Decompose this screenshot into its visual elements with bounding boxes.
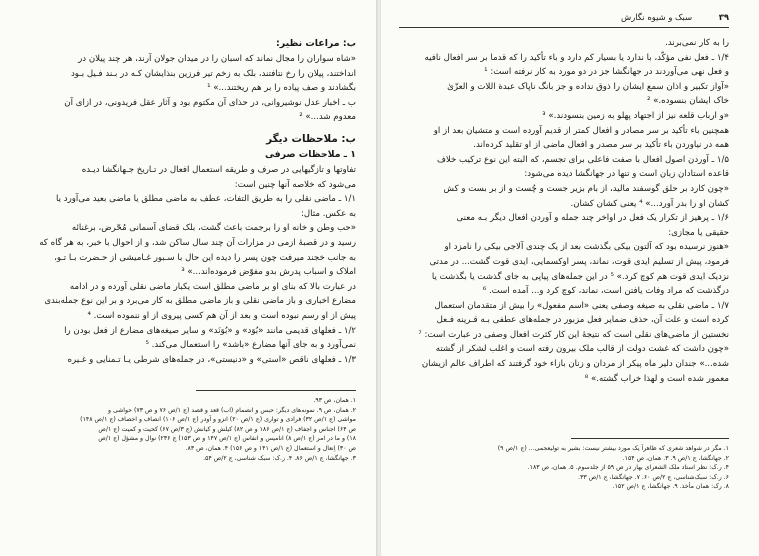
right-footnote: ۶. ر.ک: سبک‌شناسی، ج ۲/ص ۶۰. ۷. جهانگشا، ج ۱/ص ۳۳.	[578, 473, 729, 481]
right-text-line: معمور شده است و لهذا خراب گشته.» ⁸	[584, 373, 729, 384]
right-text-line: «و ارباب قلعه نیز از اجتهاد پهلو به زمین بنسودند.» ³	[542, 110, 729, 121]
left-text-line: ۱/۲ ـ فعلهای قدیمی مانند «بُوَد» و «بُوَنَد» و سایر صیغه‌های مضارع از فعل بودن را	[64, 325, 356, 336]
right-text-line: نزدیک ایدی قوت هم کوچ کرد.» ⁵ در این جمله‌های پیاپی به جای گذشت یا بگذشت یا	[431, 271, 729, 282]
right-footnotes	[399, 444, 729, 492]
right-text-line: ۱/۶ ـ پرهیز از تکرار یک فعل در اواخر چند جمله و آوردن افعال دیگر بـه معنی	[456, 213, 729, 224]
right-text-line: درگذشت که مراد وفات یافتن است، نماند، کوچ کرد و... آمده است. ⁶	[482, 286, 729, 297]
left-text-line: بگشادند و صف پیاده را بر هم ریختند...» ¹	[207, 83, 356, 94]
right-text-line: کرده است و علت آن، حذف ضمایر فعل مزبور در جمله‌های عطفی بـه قـرینه فـعل	[436, 315, 729, 326]
right-footnote: ۲. جهانگشا، ج ۱/ص ۹. ۳. همان، ص ۱۵۴.	[622, 454, 729, 462]
left-text-line: رسید و در قصبهٔ ازمی در مزارات آن چند سال ساکن شد، و از احوال با خبر، به هر گاه که	[39, 237, 356, 248]
right-text-line: ۱/۴ ـ فعل نفی مؤکّد، با ندارد یا بسیار کم دارد و باء تأکید را که قدما بر سر افعال نافیه	[424, 52, 729, 63]
left-text-line: ب ـ اخبار عدل نوشیروانی، در حذای آن مکتوم بود و آثار عقل فریدونی، در ازای آن	[64, 97, 356, 108]
left-footnote: ۱. همان، ص ۹۳.	[313, 397, 356, 404]
section-heading: ب: ملاحظات دیگر	[266, 132, 356, 145]
right-text-line: و فعل نهی می‌آوردند در جهانگشا جز در دو مورد به کار نرفته است: ¹	[484, 67, 729, 78]
right-text-line: قاعده استادان زبان است و تنها در جهانگشا دیده می‌شود:	[524, 169, 729, 180]
left-text-line: «شاه سواران را مجال نماند که اسبان را در میدان جولان آرند، هر چند پیلان در	[78, 54, 356, 64]
left-text-line: ۱/۳ ـ فعلهای ناقص «استی» و «دنیستی»، در جمله‌های شرطی یـا تـمنایی و غـیره	[67, 354, 356, 365]
right-text-line: همچنین باء تأکید بر سر مصادر و افعال کمتر از قدیم آورده است و متشیان بعد از او	[433, 125, 729, 136]
right-text-line: فرمود، پیش از تسلیم ایدی قوت، نماند، پسر اوکسمایی، ایدی قوت گشت... در مدتی	[429, 256, 729, 267]
left-text-line: تفاوتها و تازگیهایی در صرف و طریقه استعمال افعال در تـاریخ جـهانگشا دیـده	[81, 164, 356, 175]
right-footnote: ۱. مگر در شواهد شعری که ظاهراً یک مورد بیشتر نیست: بشیر به تولیعجمی... (ج ۱/ص ۹)	[497, 445, 729, 452]
section-heading: ب: مراعات نظیر:	[276, 38, 356, 49]
right-text-line: «هنوز نرسیده بود که آلتون بیکی بگذشت بعد از یک چندی آلاجی بیکی را نامزد او	[444, 242, 729, 253]
right-text-line: «آواز تکبیر و اذان سمع ایشان را ذوق نداده و جز بانگ ناپاک عبدة اللات و العزّیٰ	[447, 81, 729, 92]
running-head: سبک و شیوه نگارش	[620, 12, 693, 22]
left-footnote: ص ۶۴) اجناس و اجفاف (ج ۱/ص ۱۸۶ و ص ۸۲) کیلش و کیانش (ج ۳/ص ۶۷) کحیت و کمیت (ج ۱/ص	[98, 425, 356, 433]
right-page-body	[399, 36, 729, 386]
left-footnote: مواشی (ج ۱/ص ۳۲) فرادی و تواری (ج ۱/ص ۲۰) انزو و آودر (ج ۱/ص ۱۰۶) انصاف و احصاف (ج ۱/ص ۱۴۸)	[80, 416, 356, 424]
right-text-line: «چون کارد بر حلق گوسفند مالید، از بام بزیر جست و چُست و از بر بست و کش	[443, 183, 729, 194]
footnote-rule-right	[571, 438, 729, 439]
left-text-line: ۱/۱ ـ ماضی نقلی را به طریق التفات، عطف به ماضی مطلق یا ماضی بعید می‌آورد یا	[56, 194, 356, 205]
left-text-line: املاک و اسباب پدرش بدو مفوّض فرموده‌اند...» ³	[181, 267, 356, 278]
left-text-line: انداختند، پیلان را رخ نتافتند، بلک به زخم تیر فرزین بنذایشان کـه در بـند فـیل بـود	[70, 68, 356, 79]
right-text-line: را به کار نمی‌برند.	[665, 38, 729, 48]
left-text-line: به عکس. مثال:	[301, 208, 356, 219]
left-text-line: معدوم شد...» ²	[299, 112, 356, 123]
right-text-line: کشان او را بدر آورد...» ⁴ یعنی کشان کشان.	[570, 198, 729, 209]
right-page	[381, 0, 759, 556]
right-text-line: حقیقی یا مجازی:	[668, 227, 729, 238]
right-text-line: ۱/۷ ـ ماضی نقلی به صیغه وصفی یعنی «اسم مفعول» را بیش از متقدمان استعمال	[434, 300, 729, 311]
left-text-line: به جانب خجند میرفت چون پسر را دیده این حال با سـبور غـامیشی از حـضرت بـا تـو،	[54, 252, 356, 263]
left-text-line: در عبارت بالا که بنای او بر ماضی مطلق است یکبار ماضی نقلی آورده و در ادامه	[69, 281, 356, 292]
left-page	[0, 0, 378, 556]
left-footnote: ص ۳۰) اِنعال و استعمال (ج ۱/ص ۱۴۱ و ص ۱۵۶) ۴. همان، ص ۸۳.	[185, 444, 356, 452]
left-footnote: ۳. جهانگشا، ج ۱/ص ۸۶. ۴. ر.ک: سبک شناسی، ج ۲/ص ۵۴.	[203, 454, 356, 462]
right-text-line: نخستین از ماضی‌های نقلی است که نتیجهٔ این کار کثرت افعال وصفی در عبارت است: ⁷	[418, 329, 729, 340]
left-footnotes	[30, 396, 356, 463]
section-heading: ۱ ـ ملاحظات صرفی	[265, 148, 356, 160]
left-footnote: ۲. همان، ص ۹. نمونه‌های دیگر: حبس و انصمام (اب) قعد و قصد (ج ۱/ص ۷۶ و ص ۷۳) حواشی و	[108, 406, 356, 414]
right-page-header	[399, 12, 729, 22]
right-text-line: خاک ایشان بنسوده.» ²	[646, 96, 729, 107]
right-text-line: «چون داشت که غشت دولت از قالب ملک بیرون رفته است و اغلب لشکر از گشته	[435, 344, 729, 355]
left-text-line: نمی‌آورد و به جای آنها مضارع «باشد» را استعمال می‌کند. ⁵	[145, 340, 356, 351]
right-text-line: شده...» جندان دلیر ماه پیکر از مردان و زنان بازاء خود گرفتند که اطراف عالم ازیشان	[421, 359, 729, 370]
right-text-line: همه در نیاوردن باء تأکید بر سر مصدر و افعال ماضی از او تقلید کرده‌اند.	[473, 140, 729, 151]
left-text-line: می‌شود که خلاصه آنها چنین است:	[234, 179, 356, 190]
right-footnote: ۸. رک: همان مأخذ. ۹. جهانگشا، ج ۱/ص ۱۵۲.	[612, 483, 729, 491]
header-rule	[399, 27, 729, 28]
right-footnote: ۴. ر.ک: نظر استاد ملک الشعرای بهار در ص ۵۹ از جلدسوم. ۵. همان، ص ۱۸۳.	[527, 464, 729, 472]
left-text-line: «حب وطن و خانه او را برجمت باعث گشت، بلک قضای آسمانی مُحّرض، برغنائه	[71, 223, 356, 234]
right-text-line: ۱/۵ ـ آوردن اصول افعال با صفت فاعلی برای تجسم، که البته این نوع ترکیب خلاف	[436, 154, 729, 165]
page-number: ۳۹	[718, 12, 729, 22]
left-text-line: پیش از او رسم نبوده است و بعد از آن هم کسی پیروی از او ننموده است. ⁴	[87, 310, 356, 321]
left-footnote: ۱۸) و ما در امر (ج ۱/ص ۸) انامیس و انفاس (ج ۱/ص ۱۴۷ و ص ۱۵۳) ج ۲۳۶) نوال و مشؤل (ج ۱/ص	[98, 435, 356, 443]
footnote-rule-left	[196, 390, 356, 391]
left-text-line: مضارع اخباری و باز ماضی نقلی و باز ماضی مطلق به کار می‌برد و بر این نوع جمله‌بندی	[44, 296, 356, 307]
left-page-body	[38, 36, 356, 367]
